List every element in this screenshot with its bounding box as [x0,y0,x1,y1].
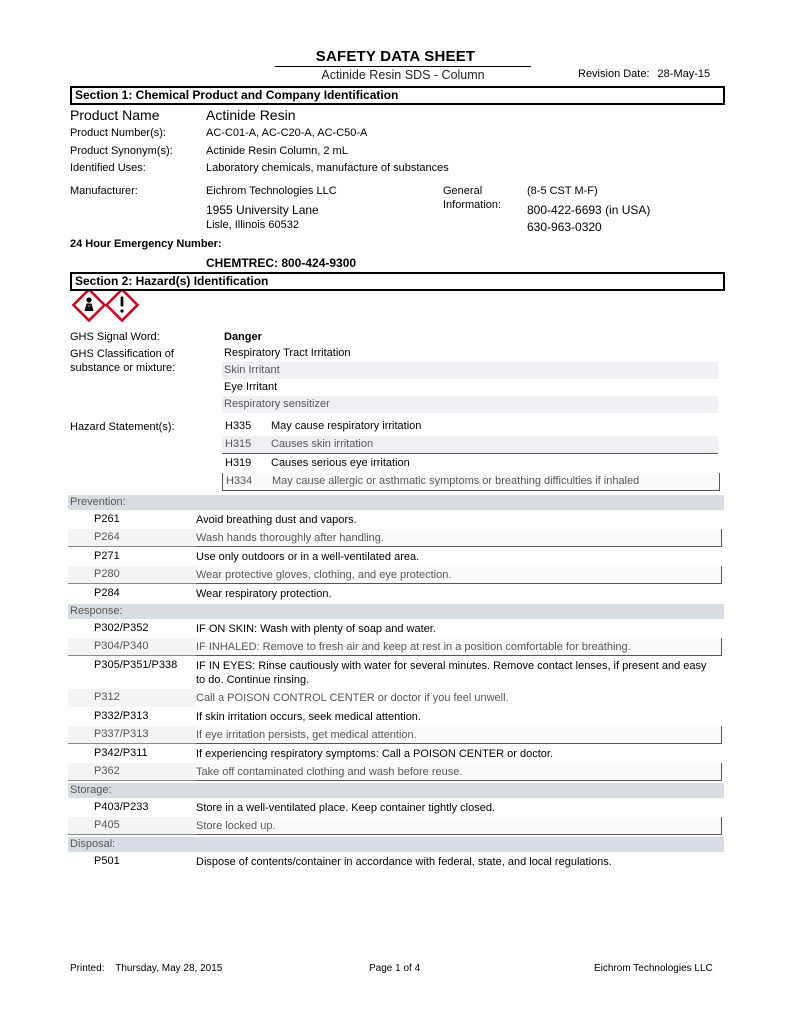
precaution-row: P302/P352 IF ON SKIN: Wash with plenty of soap and water. [94,622,436,635]
manufacturer-city: Lisle, Illinois 60532 [206,219,299,231]
hazard-row: H319 Causes serious eye irritation [225,457,410,469]
precaution-row: P312 Call a POISON CONTROL CENTER or doctor if you feel unwell. [68,689,722,707]
phone-usa: 800-422-6693 (in USA) [527,203,651,217]
document-subtitle: Actinide Resin SDS - Column [275,66,531,82]
emergency-number: CHEMTREC: 800-424-9300 [206,256,357,270]
synonym: Actinide Resin Column, 2 mL [206,145,348,157]
precaution-row: P342/P311 If experiencing respiratory symptoms: Call a POISON CENTER or doctor. [94,747,554,760]
product-name-label: Product Name [70,107,160,123]
hazard-row: H334 May cause allergic or asthmatic symptoms or breathing difficulties if inhaled [222,473,720,491]
revision-label: Revision Date: [578,68,650,80]
manufacturer-label: Manufacturer: [70,185,138,197]
general-label-1: General [443,185,483,197]
precaution-row: P332/P313 If skin irritation occurs, seek medical attention. [94,710,421,723]
printed-info [70,963,222,974]
classification-label-2: substance or mixture: [70,362,176,374]
precaution-row: P264 Wash hands thoroughly after handling. [68,529,722,547]
manufacturer-name: Eichrom Technologies LLC [206,185,337,197]
general-label-2: Information: [443,199,502,211]
revision-info [578,68,710,80]
phone-other: 630-963-0320 [527,220,602,234]
hazard-row: H335 May cause respiratory irritation [225,420,422,432]
precaution-row: P284 Wear respiratory protection. [94,587,332,600]
disposal-heading: Disposal: [68,837,724,852]
classification-item: Skin Irritant [222,362,718,379]
precaution-row: P337/P313 If eye irritation persists, get medical attention. [68,726,722,744]
precaution-row: P304/P340 IF INHALED: Remove to fresh air and keep at rest in a position comfortable for breathing. [68,638,722,656]
precaution-row: P362 Take off contaminated clothing and wash before reuse. [68,763,722,781]
classification-item: Respiratory sensitizer [222,396,718,413]
printed-label: Printed: [70,963,105,974]
printed-date: Thursday, May 28, 2015 [115,963,223,974]
classification-item: Eye Irritant [224,381,278,393]
precaution-row: P405 Store locked up. [68,817,722,835]
prevention-heading: Prevention: [68,495,724,510]
response-heading: Response: [68,604,724,619]
classification-item: Respiratory Tract Irritation [224,347,351,359]
product-number: AC-C01-A, AC-C20-A, AC-C50-A [206,127,368,139]
signal-word-label: GHS Signal Word: [70,331,160,343]
signal-word: Danger [224,331,262,343]
section-1-heading: Section 1: Chemical Product and Company Identification [70,86,725,105]
precaution-row: P403/P233 Store in a well-ventilated place. Keep container tightly closed. [94,801,496,814]
precaution-row: P305/P351/P338 IF IN EYES: Rinse cautiously with water for several minutes. Remove contact lenses, if present and easy to do. Continue rinsing. [94,659,707,686]
precaution-row: P501 Dispose of contents/container in accordance with federal, state, and local regulations. [94,855,612,868]
manufacturer-street: 1955 University Lane [206,203,319,217]
storage-heading: Storage: [68,783,724,798]
ghs-pictograms [72,291,152,327]
precaution-row: P261 Avoid breathing dust and vapors. [94,513,357,526]
footer-company: Eichrom Technologies LLC [594,963,713,974]
product-name: Actinide Resin [206,107,296,123]
precaution-row: P271 Use only outdoors or in a well-ventilated area. [94,550,420,563]
precaution-row: P280 Wear protective gloves, clothing, and eye protection. [68,566,722,584]
page-number: Page 1 of 4 [369,963,421,974]
exclamation-mark-icon [106,291,137,321]
emergency-label: 24 Hour Emergency Number: [70,238,222,250]
uses: Laboratory chemicals, manufacture of substances [206,162,449,174]
classification-label-1: GHS Classification of [70,348,174,360]
synonym-label: Product Synonym(s): [70,145,173,157]
section-2-heading: Section 2: Hazard(s) Identification [70,272,725,291]
hours: (8-5 CST M-F) [527,185,598,197]
hazard-row: H315 Causes skin irritation [222,436,718,454]
hazard-statements-label: Hazard Statement(s): [70,421,175,433]
uses-label: Identified Uses: [70,162,146,174]
revision-date: 28-May-15 [657,68,711,80]
document-title: SAFETY DATA SHEET [315,48,476,65]
product-number-label: Product Number(s): [70,127,166,139]
health-hazard-icon [73,291,104,321]
